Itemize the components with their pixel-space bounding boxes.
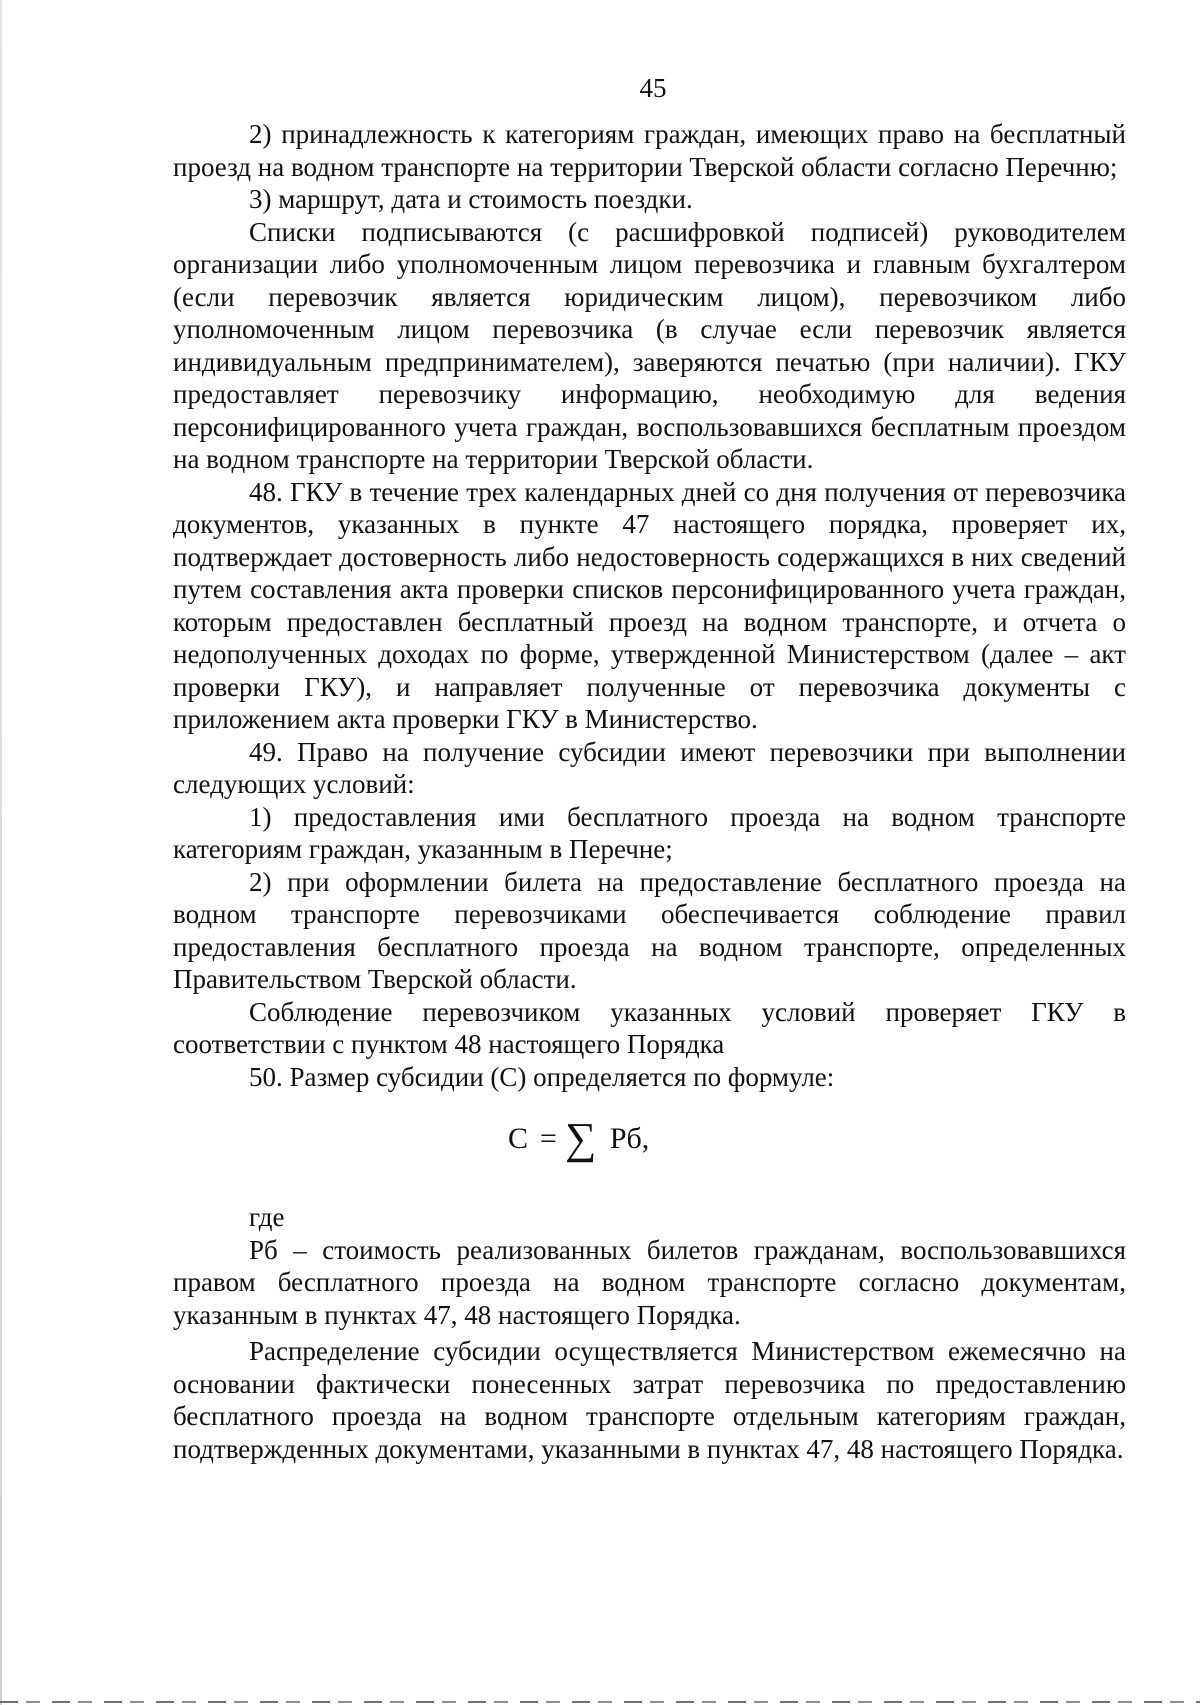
page-number: 45: [639, 73, 667, 103]
paragraph-condition-1: 1) предоставления ими бесплатного проезда на водном транспорте категориям граждан, указанным в Перечне;: [173, 801, 1126, 864]
paragraph-item-50: 50. Размер субсидии (С) определяется по формуле:: [249, 1061, 835, 1092]
paragraph-where: где: [249, 1202, 285, 1232]
paragraph-rb-definition: Рб – стоимость реализованных билетов гражданам, воспользовавшихся правом бесплатного проезда на водном транспорте согласно документам, указанным в пунктах 47, 48 настоящего Порядка.: [173, 1234, 1126, 1330]
subsidy-formula: [173, 1103, 1126, 1195]
paragraph-distribution: Распределение субсидии осуществляется Министерством ежемесячно на основании фактически понесенных затрат перевозчика по предоставлению бесплатного проезда на водном транспорте отдельным категориям граждан, подтвержденных документами, указанными в пунктах 47, 48 настоящего Порядка.: [173, 1336, 1126, 1464]
paragraph-membership-category: 2) принадлежность к категориям граждан, имеющих право на бесплатный проезд на водном транспорте на территории Тверской области согласно Перечню;: [173, 119, 1126, 182]
paragraph-item-48: 48. ГКУ в течение трех календарных дней со дня получения от перевозчика документов, указанных в пункте 47 настоящего порядка, проверяет их, подтверждает достоверность либо недостоверность содержащихся в них сведений путем составления акта проверки списков персонифицированного учета граждан, которым предоставлен бесплатный проезд на водном транспорте, и отчета о недополученных доходах по форме, утвержденной Министерством (далее – акт проверки ГКУ), и направляет полученные от перевозчика документы с приложением акта проверки ГКУ в Министерство.: [173, 476, 1126, 734]
paragraph-compliance-check: Соблюдение перевозчиком указанных условий проверяет ГКУ в соответствии с пунктом 48 настоящего Порядка: [173, 996, 1126, 1059]
document-body: [173, 118, 1126, 1465]
scan-edge-bottom: [0, 1701, 1200, 1703]
formula-lhs: С: [508, 1122, 529, 1155]
formula-expression: [508, 1114, 650, 1163]
formula-rhs: Рб,: [609, 1122, 650, 1155]
paragraph-condition-2: 2) при оформлении билета на предоставление бесплатного проезда на водном транспорте перевозчиками обеспечивается соблюдение правил предоставления бесплатного проезда на водном транспорте, определенных Правительством Тверской области.: [173, 866, 1126, 994]
paragraph-lists-signing: Списки подписываются (с расшифровкой подписей) руководителем организации либо уполномоченным лицом перевозчика и главным бухгалтером (если перевозчик является юридическим лицом), перевозчиком либо уполномоченным лицом перевозчика (в случае если перевозчик является индивидуальным предпринимателем), заверяются печатью (при наличии). ГКУ предоставляет перевозчику информацию, необходимую для ведения персонифицированного учета граждан, воспользовавшихся бесплатным проездом на водном транспорте на территории Тверской области.: [173, 216, 1126, 474]
paragraph-item-49: 49. Право на получение субсидии имеют перевозчики при выполнении следующих условий:: [173, 736, 1126, 799]
paragraph-route-date-cost: 3) маршрут, дата и стоимость поездки.: [249, 184, 693, 214]
formula-equals: =: [540, 1122, 557, 1155]
scan-edge-left: [0, 0, 2, 1705]
sigma-symbol: ∑: [564, 1114, 597, 1163]
